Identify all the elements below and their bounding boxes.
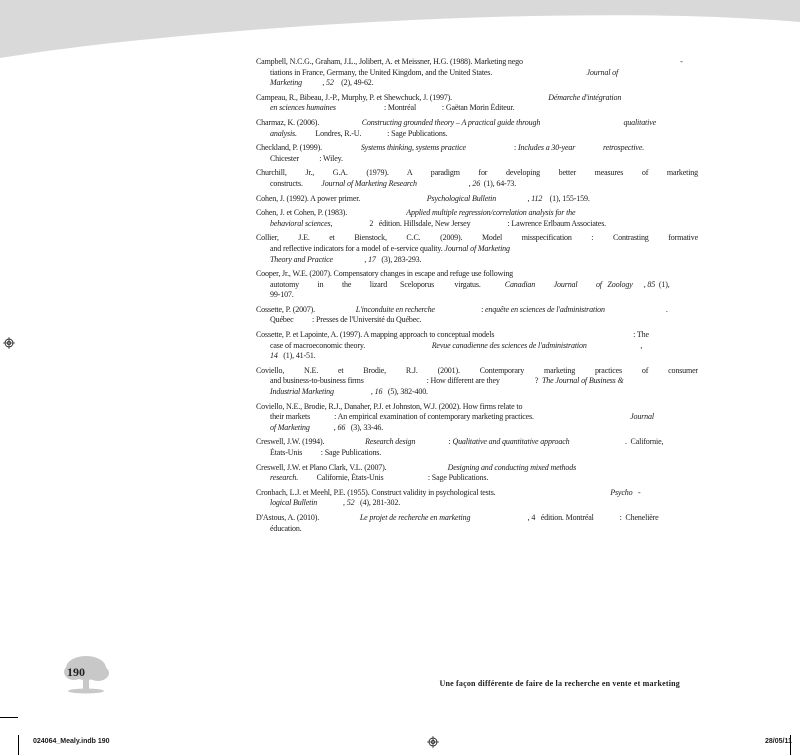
- reference-line: [256, 129, 698, 140]
- reference-line: [256, 154, 698, 165]
- reference-segment: -: [632, 487, 641, 497]
- reference-segment: (2), 49-62.: [333, 78, 374, 88]
- reference-line: [256, 473, 698, 484]
- reference-line: [256, 168, 698, 179]
- reference-segment: Churchill, Jr., G.A. (1979). A paradigm for developing better measures of marketing: [256, 168, 698, 178]
- reference-line: [256, 366, 698, 377]
- reference-segment: : Montréal : Gaëtan Morin Éditeur.: [335, 103, 515, 113]
- reference-entry: [256, 208, 698, 229]
- reference-line: [256, 194, 698, 205]
- reference-italic-segment: research.: [270, 473, 299, 483]
- reference-entry: [256, 118, 698, 139]
- reference-line: [256, 305, 698, 316]
- reference-line: [256, 219, 698, 230]
- reference-italic-segment: Démarche d'intégration: [548, 92, 622, 102]
- reference-segment: [575, 143, 603, 152]
- reference-list: [256, 57, 698, 538]
- reference-italic-segment: 52: [326, 78, 334, 88]
- reference-segment: case of macroeconomic theory.: [270, 340, 432, 350]
- reference-entry: [256, 57, 698, 89]
- reference-segment: Québec : Presses de l'Université du Québec.: [270, 315, 422, 325]
- reference-italic-segment: Industrial Marketing: [270, 387, 334, 397]
- reference-line: [256, 341, 698, 352]
- reference-segment: Cohen, J. et Cohen, P. (1983).: [256, 208, 407, 218]
- reference-segment: (1), 64-73.: [480, 178, 517, 188]
- reference-entry: [256, 463, 698, 484]
- reference-segment: (1), 41-51.: [277, 351, 316, 361]
- reference-segment: (4), 281-302.: [354, 498, 401, 508]
- reference-line: [256, 290, 698, 301]
- page-number: 190: [67, 665, 85, 679]
- reference-italic-segment: behavioral sciences,: [270, 218, 333, 228]
- reference-segment: :: [465, 143, 518, 153]
- reference-line: [256, 233, 698, 244]
- reference-italic-segment: Journal of Marketing: [442, 243, 510, 253]
- reference-entry: [256, 366, 698, 398]
- reference-italic-segment: Journal of Marketing Research: [321, 178, 417, 188]
- reference-line: [256, 68, 698, 79]
- reference-segment: ,: [301, 78, 327, 88]
- reference-line: [256, 498, 698, 509]
- reference-line: [256, 488, 698, 499]
- reference-segment: ,: [333, 387, 375, 397]
- reference-line: [256, 143, 698, 154]
- slug-file-name: 024064_Mealy.indb 190: [33, 738, 110, 745]
- crop-mark: [18, 735, 19, 755]
- reference-segment: Collier, J.E. et Bienstock, C.C. (2009). Model misspecification : Contrasting formative: [256, 233, 698, 243]
- reference-italic-segment: Qualitative and quantitative approach: [452, 437, 570, 447]
- reference-italic-segment: of Marketing: [270, 422, 310, 432]
- reference-italic-segment: The Journal of Business &: [541, 376, 624, 386]
- reference-italic-segment: Research design: [365, 437, 416, 447]
- reference-italic-segment: Constructing grounded theory – A practical guide through: [361, 117, 541, 127]
- reference-segment: 99-107.: [270, 290, 294, 300]
- reference-entry: [256, 305, 698, 326]
- reference-segment: Cossette, P. et Lapointe, A. (1997). A mapping approach to conceptual models : The: [256, 330, 649, 340]
- reference-segment: .: [604, 304, 668, 314]
- reference-italic-segment: Psycho: [610, 487, 633, 497]
- reference-segment: (1), 155-159.: [542, 193, 590, 203]
- reference-segment: ,: [317, 498, 347, 508]
- reference-line: [256, 402, 698, 413]
- reference-italic-segment: 66: [337, 422, 346, 432]
- reference-line: [256, 103, 698, 114]
- reference-italic-segment: qualitative: [623, 117, 657, 127]
- reference-segment: , 4 édition. Montréal : Chenelière: [470, 512, 659, 522]
- reference-italic-segment: logical Bulletin: [270, 498, 318, 508]
- reference-segment: ,: [496, 193, 532, 203]
- reference-segment: Checkland, P. (1999).: [256, 143, 361, 153]
- reference-segment: and reflective indicators for a model of e-service quality.: [270, 243, 443, 253]
- reference-segment: Campeau, R., Bibeau, J.-P., Murphy, P. et Shewchuck, J. (1997).: [256, 92, 549, 102]
- reference-italic-segment: Includes a 30-year: [517, 143, 576, 153]
- top-banner-decoration: [0, 0, 800, 60]
- reference-segment: (5), 382-400.: [382, 387, 428, 397]
- reference-line: [256, 351, 698, 362]
- reference-segment: Cooper, Jr., W.E. (2007). Compensatory changes in escape and refuge use following: [256, 269, 514, 279]
- reference-line: [256, 463, 698, 474]
- reference-segment: :: [415, 437, 453, 447]
- reference-line: [256, 208, 698, 219]
- reference-segment: autotomy in the lizard Sceloporus virgatus.: [270, 279, 505, 289]
- reference-line: [256, 315, 698, 326]
- reference-entry: [256, 513, 698, 534]
- reference-segment: Cohen, J. (1992). A power primer.: [256, 193, 427, 203]
- reference-italic-segment: 17: [368, 254, 376, 264]
- reference-line: [256, 255, 698, 266]
- reference-italic-segment: 14: [270, 351, 278, 361]
- reference-italic-segment: Theory and Practice: [270, 254, 333, 264]
- reference-line: [256, 93, 698, 104]
- reference-segment: (1),: [655, 279, 670, 289]
- reference-italic-segment: Applied multiple regression/correlation analysis for the: [406, 208, 576, 218]
- reference-segment: Charmaz, K. (2006).: [256, 117, 362, 127]
- reference-line: [256, 437, 698, 448]
- reference-entry: [256, 488, 698, 509]
- reference-italic-segment: Designing and conducting mixed methods: [447, 462, 577, 472]
- reference-italic-segment: Psychological Bulletin: [426, 193, 497, 203]
- reference-segment: ,: [416, 178, 473, 188]
- reference-segment: and business-to-business firms : How different are they ?: [270, 376, 542, 386]
- reference-line: [256, 244, 698, 255]
- reference-entry: [256, 194, 698, 205]
- reference-entry: [256, 233, 698, 265]
- reference-italic-segment: Journal: [630, 412, 654, 422]
- reference-line: [256, 513, 698, 524]
- reference-segment: [540, 118, 623, 127]
- reference-segment: ,: [332, 254, 369, 264]
- reference-entry: [256, 402, 698, 434]
- reference-italic-segment: Revue canadienne des sciences de l'administration: [431, 340, 587, 350]
- reference-line: [256, 330, 698, 341]
- reference-entry: [256, 330, 698, 362]
- reference-line: [256, 280, 698, 291]
- reference-italic-segment: 112: [531, 193, 543, 203]
- reference-entry: [256, 269, 698, 301]
- reference-segment: éducation.: [270, 523, 302, 533]
- reference-segment: ,: [632, 279, 648, 289]
- registration-mark-icon: [3, 337, 15, 349]
- reference-segment: (3), 283-293.: [375, 254, 422, 264]
- reference-segment: Coviello, N.E. et Brodie, R.J. (2001). Contemporary marketing practices of consumer: [256, 365, 698, 375]
- reference-segment: Creswell, J.W. et Plano Clark, V.L. (2007).: [256, 462, 448, 472]
- reference-line: [256, 118, 698, 129]
- reference-italic-segment: enquête en sciences de l'administration: [485, 304, 605, 314]
- reference-line: [256, 524, 698, 535]
- reference-entry: [256, 143, 698, 164]
- reference-italic-segment: 52: [346, 498, 355, 508]
- reference-segment: Campbell, N.C.G., Graham, J.L., Jolibert, A. et Meissner, H.G. (1988). Marketing nego -: [256, 57, 683, 66]
- reference-entry: [256, 93, 698, 114]
- reference-italic-segment: Journal of: [586, 67, 619, 77]
- reference-segment: États-Unis : Sage Publications.: [270, 448, 382, 457]
- reference-segment: tiations in France, Germany, the United Kingdom, and the United States.: [270, 67, 587, 77]
- reference-italic-segment: Le projet de recherche en marketing: [359, 512, 471, 522]
- reference-line: [256, 376, 698, 387]
- reference-line: [256, 78, 698, 89]
- reference-segment: :: [434, 304, 486, 314]
- reference-italic-segment: Marketing: [270, 78, 302, 88]
- reference-segment: constructs.: [270, 178, 322, 188]
- reference-entry: [256, 437, 698, 458]
- reference-line: [256, 412, 698, 423]
- reference-segment: . Californie,: [569, 437, 664, 447]
- reference-italic-segment: 16: [374, 387, 383, 397]
- reference-line: [256, 423, 698, 434]
- reference-italic-segment: en sciences humaines: [270, 103, 336, 113]
- reference-italic-segment: analysis.: [270, 128, 297, 138]
- reference-segment: Cossette, P. (2007).: [256, 304, 356, 314]
- reference-italic-segment: 85: [647, 279, 656, 289]
- reference-italic-segment: Canadian Journal of Zoology: [504, 279, 633, 289]
- reference-segment: Creswell, J.W. (1994).: [256, 437, 366, 447]
- reference-segment: Londres, R.-U. : Sage Publications.: [296, 128, 448, 138]
- reference-segment: ,: [586, 340, 643, 350]
- reference-segment: Californie, États-Unis : Sage Publications.: [298, 473, 489, 483]
- reference-segment: 2 édition. Hillsdale, New Jersey : Lawrence Erlbaum Associates.: [332, 218, 607, 228]
- running-footer: Une façon différente de faire de la recherche en vente et marketing: [439, 679, 680, 688]
- registration-mark-icon: [427, 736, 439, 748]
- reference-line: [256, 57, 698, 68]
- reference-line: [256, 269, 698, 280]
- reference-italic-segment: L'inconduite en recherche: [355, 304, 435, 314]
- reference-italic-segment: retrospective.: [603, 143, 645, 153]
- reference-segment: Cronbach, L.J. et Meehl, P.E. (1955). Construct validity in psychological tests.: [256, 487, 611, 497]
- reference-segment: Chicester : Wiley.: [270, 153, 343, 163]
- reference-line: [256, 179, 698, 190]
- crop-mark: [0, 717, 18, 718]
- reference-segment: (3), 33-46.: [345, 422, 384, 432]
- reference-italic-segment: Systems thinking, systems practice: [360, 143, 466, 153]
- reference-segment: D'Astous, A. (2010).: [256, 512, 360, 522]
- reference-segment: ,: [309, 422, 338, 432]
- reference-segment: their markets : An empirical examination of contemporary marketing practices.: [270, 412, 631, 422]
- reference-line: [256, 387, 698, 398]
- reference-entry: [256, 168, 698, 189]
- slug-date: 28/05/11: [765, 738, 792, 745]
- reference-segment: Coviello, N.E., Brodie, R.J., Danaher, P.J. et Johnston, W.J. (2002). How firms relate to: [256, 401, 523, 411]
- reference-italic-segment: 26: [472, 178, 481, 188]
- reference-line: [256, 448, 698, 459]
